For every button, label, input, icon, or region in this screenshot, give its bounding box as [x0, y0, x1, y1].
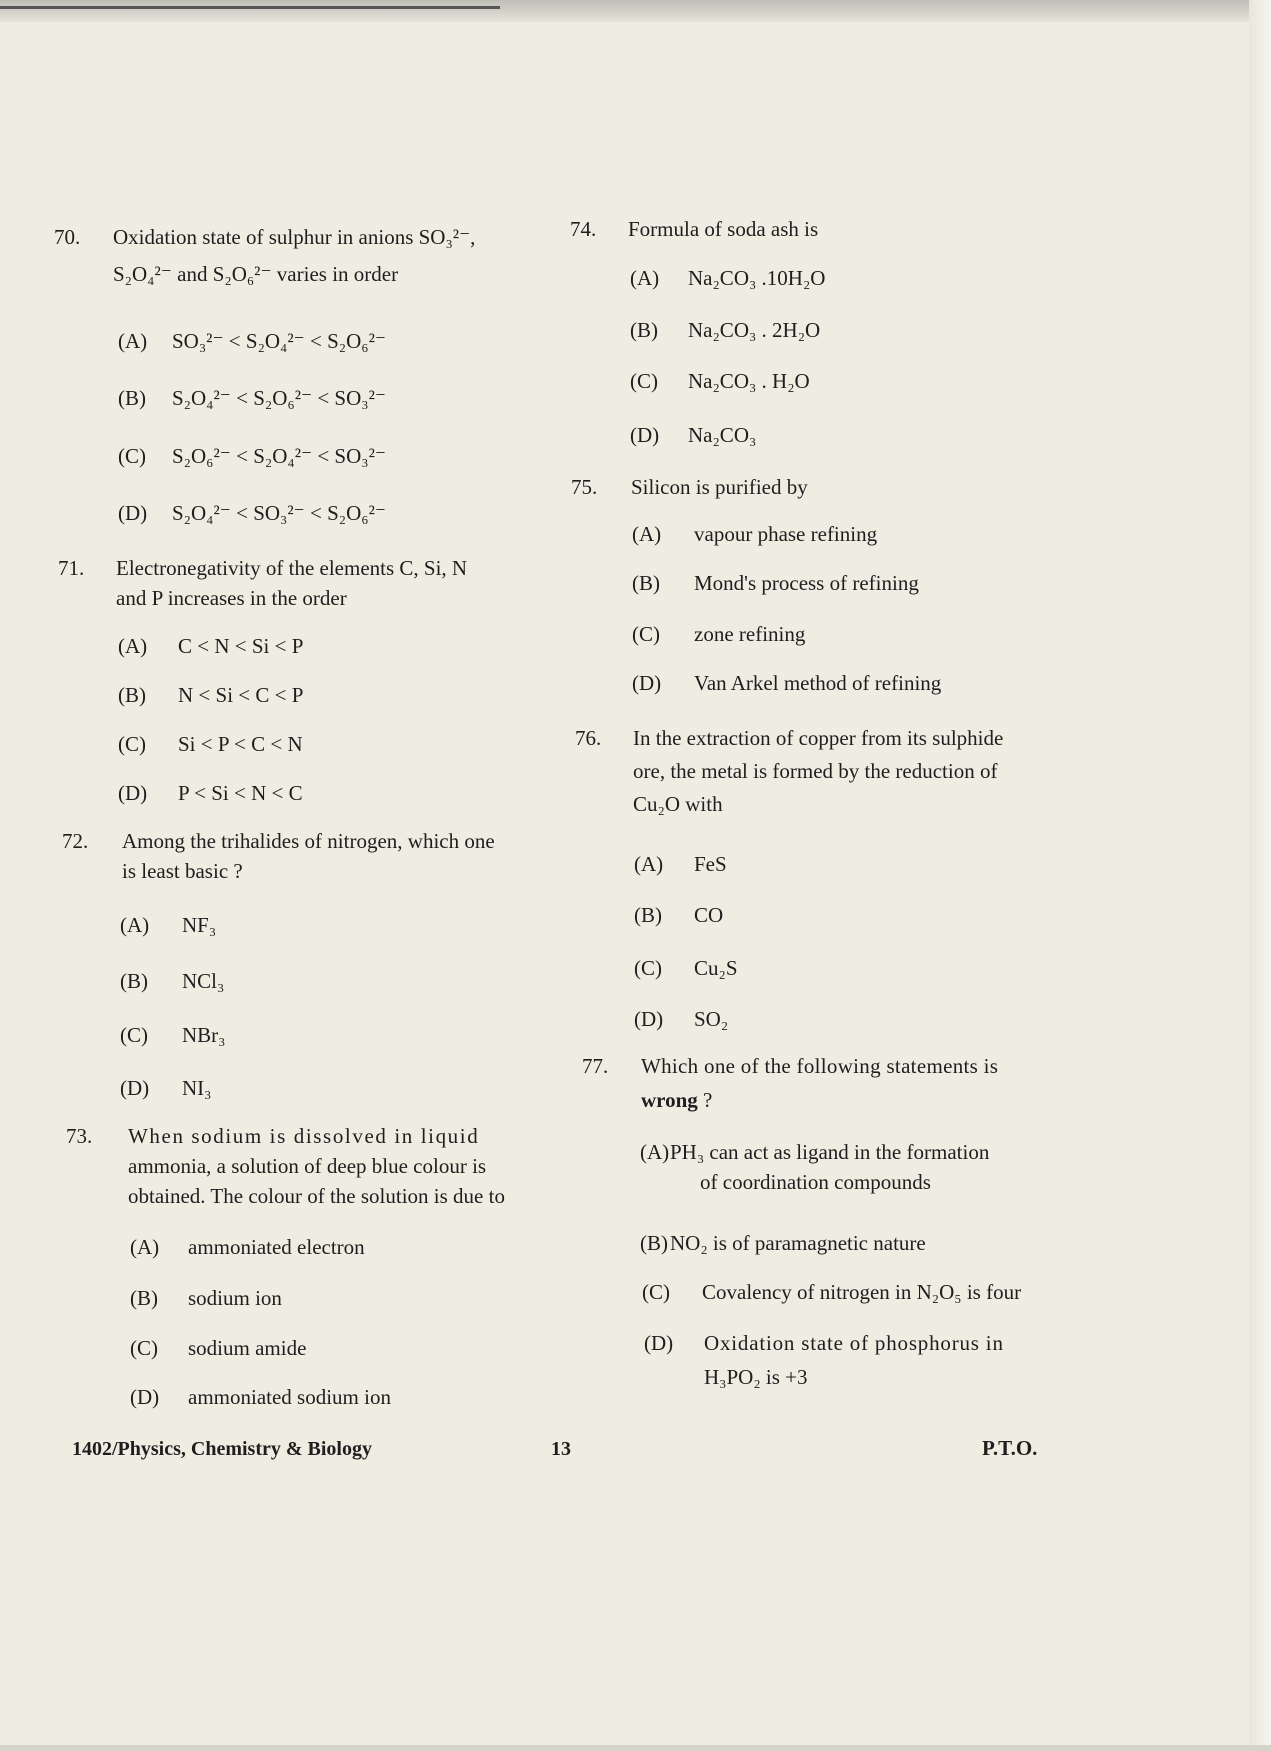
question-76 — [575, 723, 1075, 819]
question-75 — [571, 472, 1071, 504]
scan-top-edge — [0, 0, 1271, 22]
question-text-line: obtained. The colour of the solution is due to — [128, 1184, 505, 1208]
question-72 — [62, 826, 542, 890]
footer-page-number: 13 — [551, 1438, 571, 1460]
emphasis-wrong: wrong — [641, 1088, 698, 1112]
question-number: 73. — [66, 1124, 93, 1148]
question-text-line: Oxidation state of sulphur in anions SO₃²⁻, — [113, 225, 476, 249]
footer-paper-code: 1402/Physics, Chemistry & Biology — [72, 1438, 372, 1460]
exam-page: 70. Oxidation state of sulphur in anions SO₃²⁻, S₂O₄²⁻ and S₂O₆²⁻ varies in order (A) SO₃²⁻ < S₂O₄²⁻ < S₂O₆²⁻ (B) S₂O₄²⁻ < S₂O₆²⁻ < SO₃²⁻ (C) S₂O₆²⁻ < S₂O₄²⁻ < SO₃²⁻ (D) S₂O₄²⁻ < SO₃²⁻ < S₂O₆²⁻ 71. Electronegativity of the elements C, Si, N and P increases in the order (A) C < N < Si < P (B) N < Si < C < P (C) Si < P < C < N (D) P < Si < N < C 72. Among the trihalides of nitrogen, which one is least basic ? (A) NF₃ (B) NCl₃ (C) NBr₃ (D) NI₃ 73. When sodium is dissolved in liquid ammonia, a solution of deep blue colour is obtained. The colour of the solution is due to (A) ammoniated electron (B) sodium ion (C) sodium amide (D) ammoniated sodium ion 74. Formula of soda ash is (A) Na₂CO₃ .10H₂O (B) Na₂CO₃ . 2H₂O (C) Na₂CO₃ . H₂O (D) Na₂CO₃ 75. Silicon is purified by (A) vapour phase refining (B) Mond's process of refining (C) zone refining (D) Van Arkel method of refining 76. In the extraction of copper from its sulphide ore, the metal is formed by the reduction of Cu₂O with (A) FeS (B) CO (C) Cu₂S (D) SO₂ 77. Which one of the following statements is wrong ? (A) PH₃ can act as ligand in the formation of coordination compounds (B) NO₂ is of paramagnetic nature (C) Covalency of nitrogen in N₂O₅ is four (D) Oxidation state of phosphorus in H₃PO₂ is +3 1402/Physics, Chemistry & Biology 13 P.T.O. — [0, 0, 1271, 1751]
question-text-line: Silicon is purified by — [631, 475, 808, 499]
question-number: 70. — [54, 225, 81, 249]
scan-bottom-edge — [0, 1745, 1271, 1751]
scan-right-edge — [1249, 0, 1271, 1751]
question-71 — [58, 553, 538, 617]
question-text-line: and P increases in the order — [116, 586, 347, 610]
footer-pto: P.T.O. — [982, 1436, 1038, 1460]
question-70 — [54, 222, 534, 292]
question-number: 74. — [570, 217, 597, 241]
question-text-line: Among the trihalides of nitrogen, which one — [122, 829, 495, 853]
question-number: 75. — [571, 475, 598, 499]
question-text-line: S₂O₄²⁻ and S₂O₆²⁻ varies in order — [113, 262, 399, 286]
question-text-line: is least basic ? — [122, 859, 243, 883]
question-text-line: Electronegativity of the elements C, Si, N — [116, 556, 468, 580]
question-77 — [582, 1051, 1082, 1117]
question-number: 76. — [575, 726, 602, 750]
question-text-line: Formula of soda ash is — [628, 217, 819, 241]
question-number: 77. — [582, 1054, 609, 1078]
question-number: 71. — [58, 556, 85, 580]
question-text-line: Which one of the following statements is — [641, 1054, 999, 1078]
question-text-line: ore, the metal is formed by the reduction of — [633, 759, 998, 783]
question-text-line: When sodium is dissolved in liquid — [128, 1124, 480, 1148]
question-73 — [66, 1121, 546, 1217]
question-text-line: In the extraction of copper from its sulphide — [633, 726, 1004, 750]
question-74 — [570, 214, 1070, 246]
question-text-line: Cu₂O with — [633, 792, 723, 816]
question-text-line: wrong ? — [641, 1088, 713, 1112]
question-text-line: ammonia, a solution of deep blue colour is — [128, 1154, 487, 1178]
question-number: 72. — [62, 829, 89, 853]
